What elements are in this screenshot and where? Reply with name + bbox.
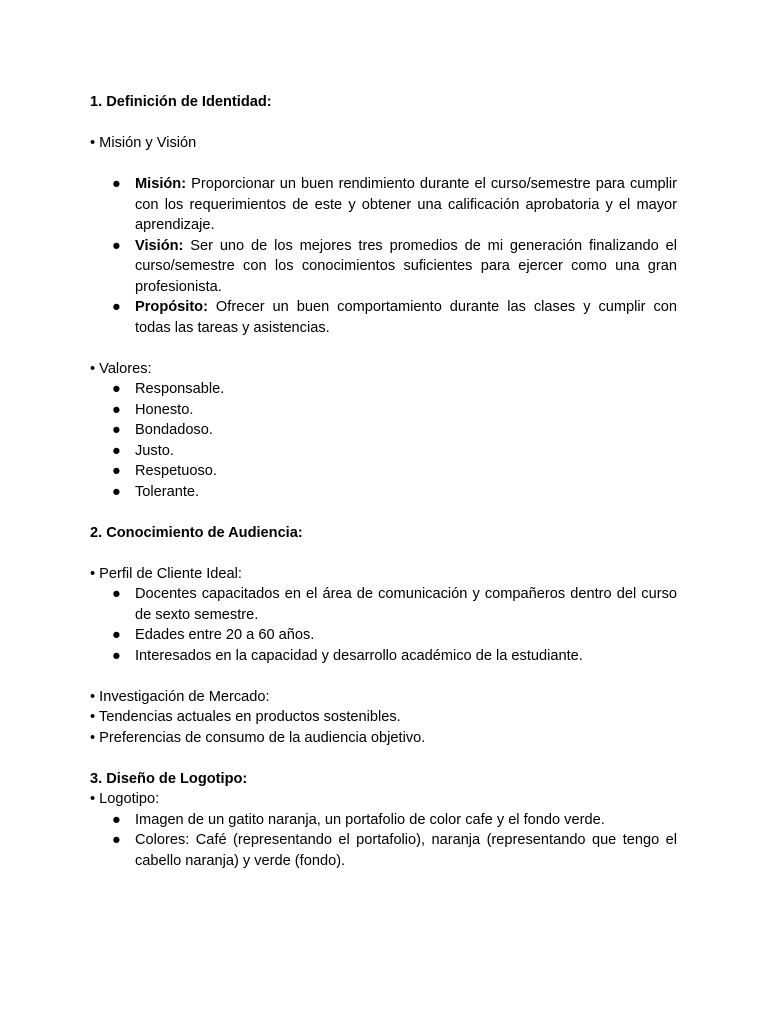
- bullet-icon: ●: [112, 647, 121, 664]
- label-mision-vision: • Misión y Visión: [90, 135, 197, 151]
- bullet-icon: ●: [112, 381, 121, 397]
- spacer: [90, 154, 677, 175]
- text-vision: Ser uno de los mejores tres promedios de mi generación finalizando el curso/semestre con los conocimientos suficientes para ejercer como una gran profesionista.: [135, 237, 677, 295]
- spacer: [90, 502, 677, 523]
- section-heading-audiencia: 2. Conocimiento de Audiencia:: [90, 524, 303, 541]
- label-perfil: • Perfil de Cliente Ideal:: [90, 565, 242, 582]
- spacer: [90, 666, 677, 687]
- perfil-text: Interesados en la capacidad y desarrollo académico de la estudiante.: [135, 647, 583, 664]
- bullet-icon: ●: [112, 832, 121, 848]
- spacer: [90, 748, 677, 769]
- valor-text: Honesto.: [135, 401, 194, 418]
- list-item-proposito: [90, 297, 677, 338]
- list-item: [90, 400, 677, 421]
- bullet-icon: ●: [112, 237, 121, 254]
- perfil-text: Edades entre 20 a 60 años.: [135, 627, 315, 643]
- list-item-mision: [90, 174, 677, 236]
- bullet-icon: ●: [112, 483, 121, 500]
- list-item-vision: [90, 236, 677, 298]
- perfil-list: [90, 584, 677, 666]
- bullet-icon: ●: [112, 176, 121, 192]
- list-item: [90, 625, 677, 646]
- list-item: [90, 441, 677, 462]
- spacer: [90, 543, 677, 564]
- term-proposito: Propósito:: [135, 299, 208, 315]
- bullet-icon: ●: [112, 586, 121, 602]
- logotipo-list: [90, 810, 677, 872]
- spacer: [90, 113, 677, 134]
- list-item: [90, 810, 677, 831]
- bullet-icon: ●: [112, 463, 121, 479]
- perfil-text: Docentes capacitados en el área de comunicación y compañeros dentro del curso de sexto semestre.: [135, 586, 677, 623]
- line-preferencias: • Preferencias de consumo de la audiencia objetivo.: [90, 729, 426, 746]
- list-item: [90, 482, 677, 503]
- text-proposito: Ofrecer un buen comportamiento durante las clases y cumplir con todas las tareas y asistencias.: [135, 299, 677, 336]
- bullet-icon: ●: [112, 401, 121, 418]
- line-tendencias: • Tendencias actuales en productos sostenibles.: [90, 709, 401, 725]
- section-heading-identidad: 1. Definición de Identidad:: [90, 94, 272, 110]
- valor-text: Tolerante.: [135, 483, 200, 500]
- valor-text: Responsable.: [135, 381, 225, 397]
- label-logotipo: • Logotipo:: [90, 791, 160, 807]
- valores-list: [90, 379, 677, 502]
- logotipo-text: Colores: Café (representando el portafolio), naranja (representando que tengo el cabello naranja) y verde (fondo).: [135, 832, 677, 869]
- label-investigacion: • Investigación de Mercado:: [90, 688, 270, 705]
- label-valores: • Valores:: [90, 360, 152, 377]
- spacer: [90, 338, 677, 359]
- list-item: [90, 584, 677, 625]
- mision-vision-list: [90, 174, 677, 338]
- bullet-icon: ●: [112, 299, 121, 315]
- bullet-icon: ●: [112, 627, 121, 643]
- list-item: [90, 461, 677, 482]
- valor-text: Bondadoso.: [135, 422, 213, 438]
- logotipo-text: Imagen de un gatito naranja, un portafolio de color cafe y el fondo verde.: [135, 811, 605, 828]
- list-item: [90, 420, 677, 441]
- list-item: [90, 830, 677, 871]
- section-heading-logotipo: 3. Diseño de Logotipo:: [90, 770, 248, 787]
- text-mision: Proporcionar un buen rendimiento durante el curso/semestre para cumplir con los requerimientos de este y obtener una calificación aprobatoria y el mayor aprendizaje.: [135, 176, 677, 233]
- list-item: [90, 646, 677, 667]
- list-item: [90, 379, 677, 400]
- valor-text: Justo.: [135, 442, 174, 459]
- term-mision: Misión:: [135, 176, 187, 192]
- bullet-icon: ●: [112, 422, 121, 438]
- bullet-icon: ●: [112, 442, 121, 459]
- bullet-icon: ●: [112, 811, 121, 828]
- term-vision: Visión:: [135, 237, 184, 254]
- valor-text: Respetuoso.: [135, 463, 217, 479]
